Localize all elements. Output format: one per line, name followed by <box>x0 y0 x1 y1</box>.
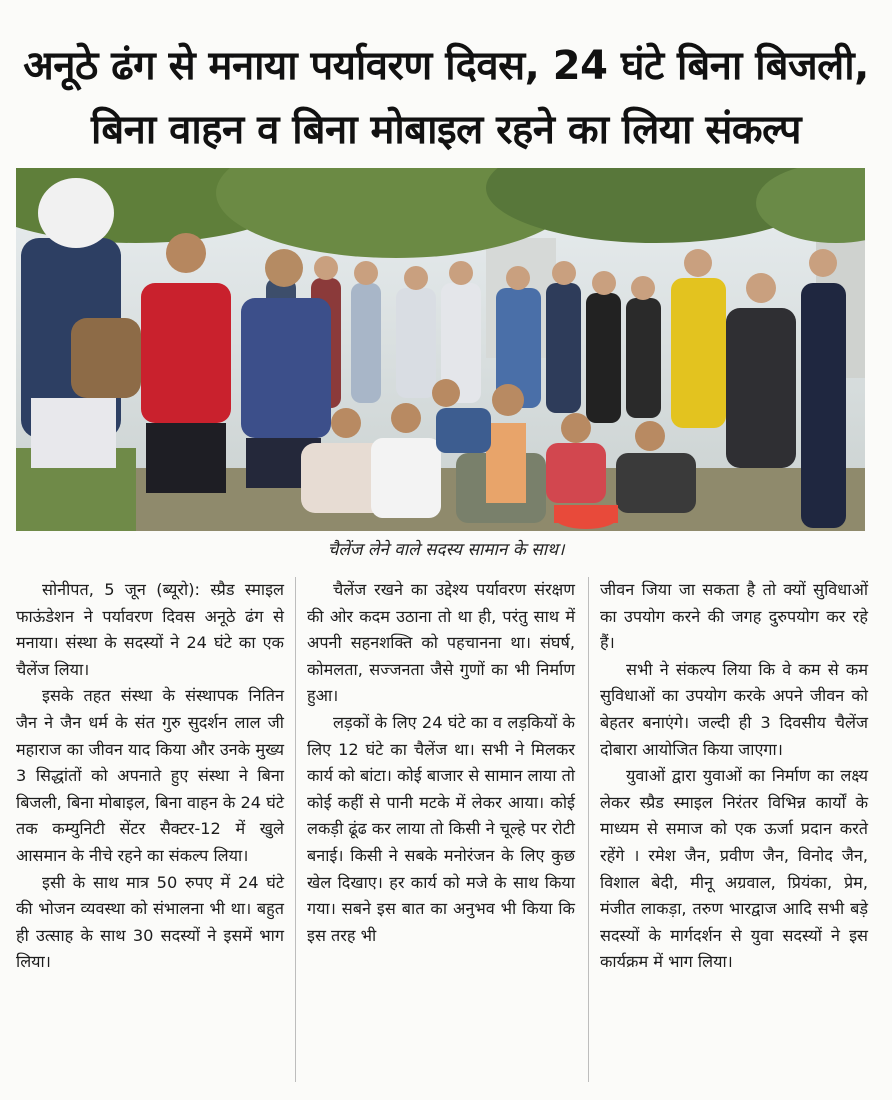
article-column-3 <box>600 577 868 976</box>
photo-caption: चैलेंज लेने वाले सदस्य सामान के साथ। <box>327 540 565 560</box>
headline <box>0 34 892 162</box>
paragraph: जीवन जिया जा सकता है तो क्यों सुविधाओं का उपयोग करने की जगह दुरुपयोग कर रहे हैं। <box>600 580 868 653</box>
headline-line-2: बिना वाहन व बिना मोबाइल रहने का लिया संकल्प <box>90 107 801 153</box>
paragraph: चैलेंज रखने का उद्देश्य पर्यावरण संरक्षण की ओर कदम उठाना तो था ही, परंतु साथ में अपनी सहनशक्ति को पहचानना था। संघर्ष, कोमलता, सज्जनता जैसे गुणों का भी निर्माण हुआ। <box>307 580 575 706</box>
paragraph: लड़कों के लिए 24 घंटे का व लड़कियों के लिए 12 घंटे का चैलेंज था। सभी ने मिलकर कार्य को बांटा। कोई बाजार से सामान लाया तो कोई कहीं से पानी मटके में लेकर आया। कोई लकड़ी ढूंढ कर लाया तो किसी ने चूल्हे पर रोटी बनाई। किसी ने सबके मनोरंजन के लिए कुछ खेल दिखाए। हर कार्य को मजे के साथ किया गया। सबने इस बात का अनुभव भी किया कि इस तरह भी <box>307 712 575 945</box>
paragraph: इसके तहत संस्था के संस्थापक नितिन जैन ने जैन धर्म के संत गुरु सुदर्शन लाल जी महाराज का जीवन याद किया और उनके मुख्य 3 सिद्धांतों को अपनाते हुए संस्था ने बिना बिजली, बिना मोबाइल, बिना वाहन के 24 घंटे तक कम्युनिटी सेंटर सैक्टर-12 में खुले आसमान के नीचे रहने का संकल्प लिया। <box>16 686 284 865</box>
group-photo <box>16 168 865 531</box>
headline-line-1: अनूठे ढंग से मनाया पर्यावरण दिवस, 24 घंटे बिना बिजली, <box>23 43 869 89</box>
column-divider <box>295 577 296 1082</box>
article-column-1 <box>16 577 284 976</box>
paragraph: सोनीपत, 5 जून (ब्यूरो): स्प्रैड स्माइल फाऊंडेशन ने पर्यावरण दिवस अनूठे ढंग से मनाया। संस्था के सदस्यों ने 24 घंटे का एक चैलेंज लिया। <box>16 580 284 679</box>
column-divider <box>588 577 589 1082</box>
article-column-2 <box>307 577 575 949</box>
paragraph: इसी के साथ मात्र 50 रुपए में 24 घंटे की भोजन व्यवस्था को संभालना भी था। बहुत ही उत्साह के साथ 30 सदस्यों ने इसमें भाग लिया। <box>16 872 284 972</box>
paragraph: युवाओं द्वारा युवाओं का निर्माण का लक्ष्य लेकर स्प्रैड स्माइल निरंतर विभिन्न कार्यों के माध्यम से समाज को एक ऊर्जा प्रदान करते रहेंगे । रमेश जैन, प्रवीण जैन, विनोद जैन, विशाल बेदी, मीनू अग्रवाल, प्रियंका, प्रेम, मंजीत लाकड़ा, तरुण भारद्वाज आदि सभी बड़े सदस्यों के मार्गदर्शन से युवा सदस्यों ने इस कार्यक्रम में भाग लिया। <box>600 766 868 972</box>
paragraph: सभी ने संकल्प लिया कि वे कम से कम सुविधाओं का उपयोग करके अपने जीवन को बेहतर बनाएंगे। जल्दी ही 3 दिवसीय चैलेंज दोबारा आयोजित किया जाएगा। <box>600 659 868 759</box>
